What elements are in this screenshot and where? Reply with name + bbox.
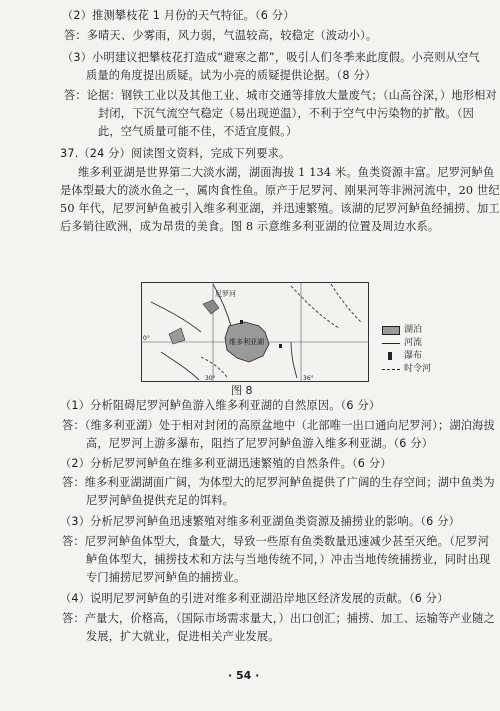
passage-line2: 是体型最大的淡水鱼之一，属肉食性鱼。原产于尼罗河、刚果河等非洲河流中，20 世纪	[60, 184, 500, 197]
q37-1-prompt: （1）分析阻碍尼罗河鲈鱼游入维多利亚湖的自然原因。（6 分）	[60, 399, 381, 412]
q3-answer-line1: 答：论据：钢铁工业以及其他工业、城市交通等排放大量废气；（山高谷深，）地形相对	[64, 89, 497, 102]
q2-prompt: （2）推测攀枝花 1 月份的天气特征。（6 分）	[62, 9, 295, 22]
q37-3-answer-line3: 专门捕捞尼罗河鲈鱼的捕捞业。	[86, 571, 246, 584]
map-label-nile: 尼罗河	[215, 290, 236, 298]
map-drawing	[141, 282, 369, 382]
q37-3-answer-line1: 答：尼罗河鲈鱼体型大，食量大，导致一些原有鱼类数量迅速减少甚至灭绝。（尼罗河	[62, 535, 490, 548]
legend-lake-swatch	[382, 326, 400, 335]
map-label-lake: 维多利亚湖	[229, 338, 264, 346]
legend-waterfall	[382, 350, 462, 362]
figure-8-map	[141, 282, 369, 382]
map-label-lat0: 0°	[143, 335, 150, 342]
passage-line3: 50 年代，尼罗河鲈鱼被引入维多利亚湖，并迅速繁殖。该湖的尼罗河鲈鱼经捕捞、加工	[60, 202, 500, 215]
q3-answer-line2: 封闭，下沉气流空气稳定（易出现逆温），不利于空气中污染物的扩散。（因	[98, 107, 474, 120]
q2-answer: 答：多晴天、少雾雨，风力弱，气温较高，较稳定（波动小）。	[64, 29, 378, 42]
q37-4-answer-line2: 发展，扩大就业，促进相关产业发展。	[86, 630, 280, 643]
q37-4-prompt: （4）说明尼罗河鲈鱼的引进对维多利亚湖沿岸地区经济发展的贡献。（6 分）	[60, 592, 449, 605]
legend-river-label: 河流	[404, 338, 423, 348]
q37-3-answer-line2: 鲈鱼体型大，捕捞技术和方法与当地传统不同，）冲击当地传统捕捞业，同时出现	[86, 553, 491, 566]
legend-waterfall-label: 瀑布	[404, 351, 423, 361]
q37-1-answer-line2: 高，尼罗河上游多瀑布，阻挡了尼罗河鲈鱼游入维多利亚湖。（6 分）	[86, 437, 434, 450]
passage-line4: 后多销往欧洲，成为昂贵的美食。图 8 示意维多利亚湖的位置及周边水系。	[60, 220, 440, 233]
page-number: · 54 ·	[228, 669, 260, 682]
figure-caption: 图 8	[231, 384, 253, 397]
legend-seasonal-label: 时令河	[404, 364, 432, 374]
passage-line1: 维多利亚湖是世界第二大淡水湖，湖面海拔 1 134 米。鱼类资源丰富。尼罗河鲈鱼	[78, 166, 495, 179]
legend-seasonal	[382, 363, 462, 375]
legend-river	[382, 337, 462, 349]
legend-river-swatch	[382, 343, 400, 344]
q37-4-answer-line1: 答：产量大，价格高，（国际市场需求量大，）出口创汇；捕捞、加工、运输等产业随之	[62, 612, 495, 625]
legend-lake-label: 湖泊	[404, 325, 423, 335]
q37-2-answer-line1: 答：维多利亚湖湖面广阔，为体型大的尼罗河鲈鱼提供了广阔的生存空间；湖中鱼类为	[62, 476, 495, 489]
q3-answer-line3: 此，空气质量可能不佳，不适宜度假。）	[98, 125, 298, 138]
legend-seasonal-swatch	[382, 369, 400, 370]
map-label-lon36: 36°	[303, 375, 314, 382]
q3-prompt-line1: （3）小明建议把攀枝花打造成“避寒之都”，吸引人们冬季来此度假。小亮则从空气	[62, 51, 480, 64]
map-legend	[382, 324, 462, 384]
q3-prompt-line2: 质量的角度提出质疑。试为小亮的质疑提供论据。（8 分）	[86, 69, 377, 82]
q37-2-prompt: （2）分析尼罗河鲈鱼在维多利亚湖迅速繁殖的自然条件。（6 分）	[60, 457, 392, 470]
q37-heading: 37.（24 分）阅读图文资料，完成下列要求。	[60, 147, 291, 160]
q37-1-answer-line1: 答：（维多利亚湖）处于相对封闭的高原盆地中（北部唯一出口通向尼罗河）；湖泊海拔	[62, 419, 495, 432]
legend-lake	[382, 324, 462, 336]
q37-3-prompt: （3）分析尼罗河鲈鱼迅速繁殖对维多利亚湖鱼类资源及捕捞业的影响。（6 分）	[60, 515, 460, 528]
q37-2-answer-line2: 尼罗河鲈鱼提供充足的饵料。	[86, 494, 235, 507]
map-label-lon30: 30°	[205, 375, 216, 382]
legend-waterfall-swatch	[388, 352, 392, 360]
